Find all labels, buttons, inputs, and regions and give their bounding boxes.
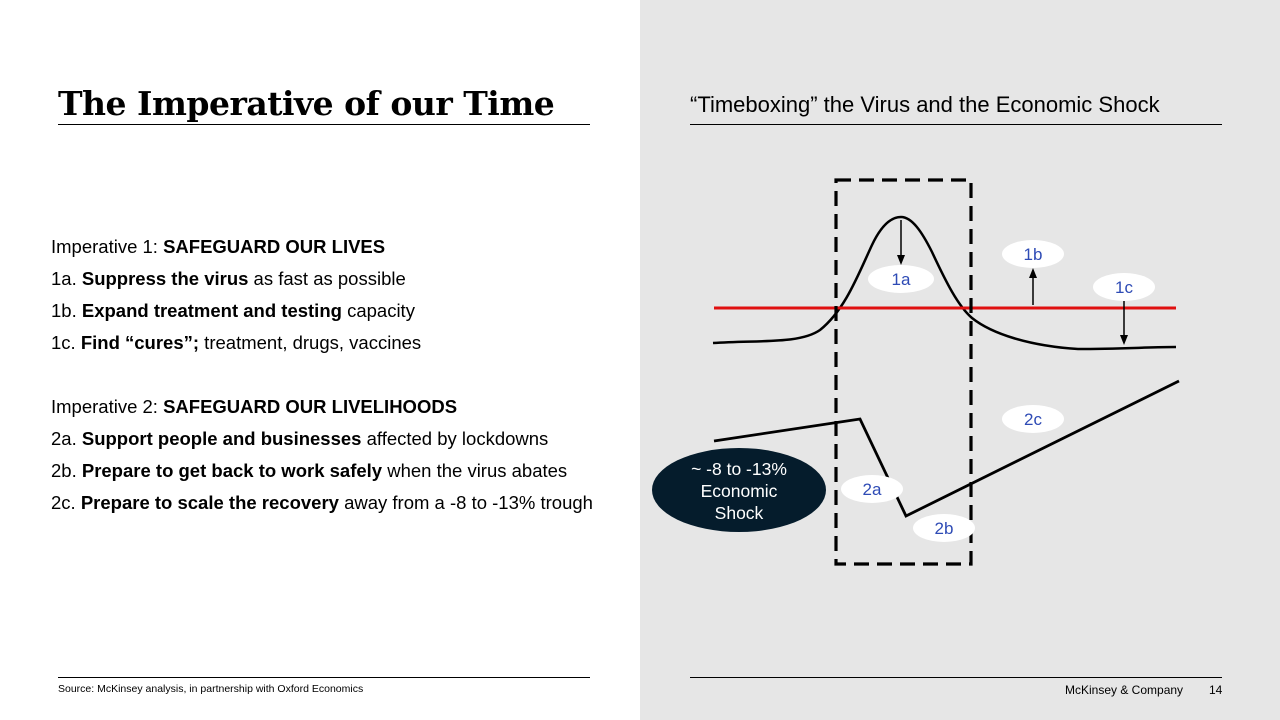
page-title: The Imperative of our Time [58, 84, 555, 123]
imperative-1-title: SAFEGUARD OUR LIVES [163, 236, 386, 257]
label-2c [1002, 405, 1064, 433]
economic-shock-bubble [652, 448, 826, 532]
item-rest: as fast as possible [248, 268, 406, 289]
arrow-1a [897, 220, 905, 265]
item-rest: capacity [341, 300, 415, 321]
timebox-dashed-rectangle [836, 180, 971, 564]
label-2b [913, 514, 975, 542]
item-prefix: 2b. [51, 460, 82, 481]
imperative-2-prefix: Imperative 2: [51, 396, 164, 417]
label-1c-text: 1c [1115, 278, 1133, 297]
imperative-2-title: SAFEGUARD OUR LIVELIHOODS [163, 396, 458, 417]
item-rest: treatment, drugs, vaccines [199, 332, 422, 353]
item-rest: away from a -8 to -13% trough [338, 492, 593, 513]
label-2a [841, 475, 903, 503]
item-bold: Support people and businesses [81, 428, 362, 449]
item-bold: Expand treatment and testing [81, 300, 342, 321]
page-number: 14 [1209, 683, 1223, 697]
item-rest: affected by lockdowns [361, 428, 549, 449]
footer-divider [690, 677, 1222, 678]
imperative-1-prefix: Imperative 1: [51, 236, 164, 257]
label-1a [868, 265, 934, 293]
shock-line-2: Economic [700, 481, 778, 501]
item-rest: when the virus abates [382, 460, 568, 481]
label-2c-text: 2c [1024, 410, 1042, 429]
label-1b-text: 1b [1023, 245, 1043, 264]
item-bold: Prepare to scale the recovery [80, 492, 339, 513]
item-bold: Find “cures”; [80, 332, 200, 353]
footer-brand: McKinsey & Company [1065, 683, 1184, 697]
shock-line-1: ~ -8 to -13% [691, 459, 787, 479]
item-bold: Suppress the virus [81, 268, 249, 289]
arrow-1b [1029, 268, 1037, 305]
item-prefix: 2c. [51, 492, 81, 513]
label-1b [1002, 240, 1064, 268]
item-bold: Prepare to get back to work safely [81, 460, 383, 481]
label-1c [1093, 273, 1155, 301]
item-prefix: 2a. [51, 428, 82, 449]
label-2a-text: 2a [862, 480, 882, 499]
label-1a-text: 1a [891, 270, 911, 289]
source-note: Source: McKinsey analysis, in partnership with Oxford Economics [58, 683, 364, 695]
label-2b-text: 2b [934, 519, 954, 538]
item-prefix: 1b. [51, 300, 82, 321]
diagram-title: “Timeboxing” the Virus and the Economic Shock [690, 92, 1160, 117]
shock-line-3: Shock [714, 503, 764, 523]
item-prefix: 1c. [51, 332, 81, 353]
item-prefix: 1a. [51, 268, 82, 289]
